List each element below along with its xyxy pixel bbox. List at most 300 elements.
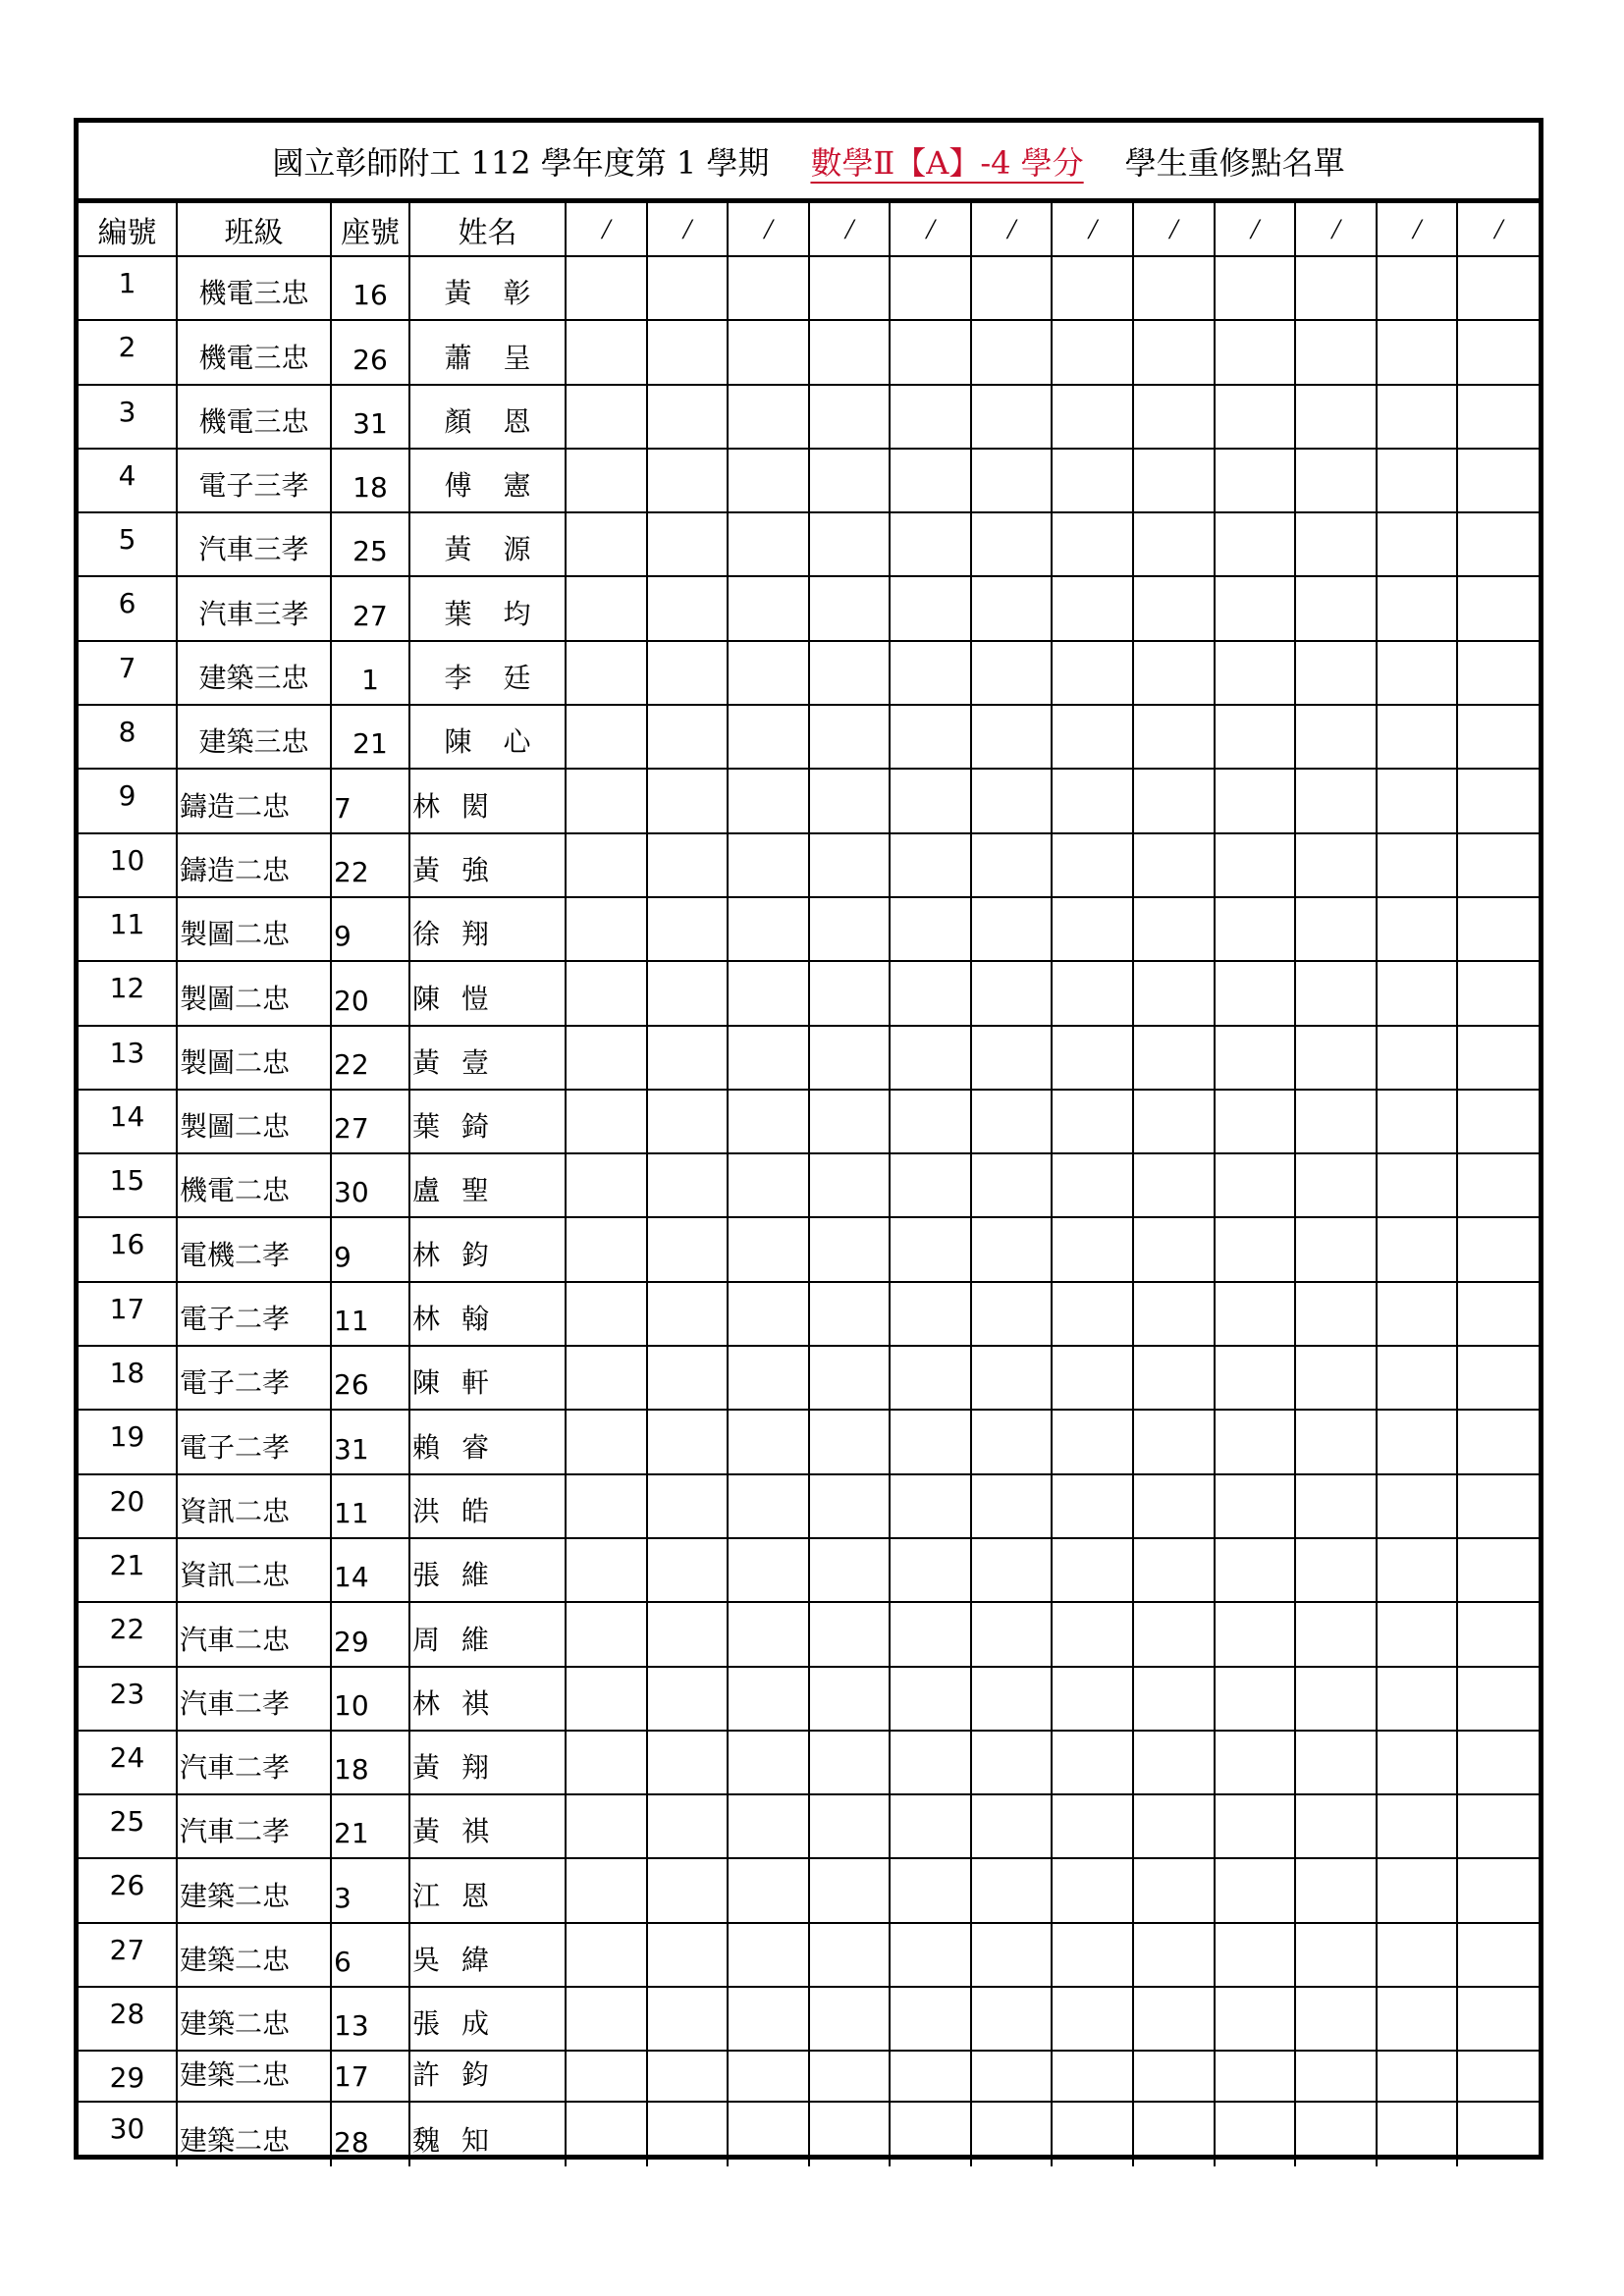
- attendance-cell[interactable]: [728, 2051, 809, 2102]
- attendance-cell[interactable]: [1215, 1090, 1296, 1153]
- attendance-cell[interactable]: [1133, 2102, 1215, 2165]
- attendance-cell[interactable]: [1377, 1923, 1458, 1987]
- attendance-cell[interactable]: [1052, 1090, 1133, 1153]
- attendance-cell[interactable]: [1052, 1474, 1133, 1538]
- attendance-cell[interactable]: [1133, 1794, 1215, 1858]
- attendance-cell[interactable]: [1295, 1410, 1377, 1473]
- attendance-cell[interactable]: [809, 897, 891, 961]
- attendance-cell[interactable]: [1377, 1282, 1458, 1346]
- attendance-cell[interactable]: [1052, 512, 1133, 576]
- attendance-cell[interactable]: [728, 1153, 809, 1217]
- attendance-cell[interactable]: [809, 705, 891, 769]
- attendance-cell[interactable]: [1215, 1538, 1296, 1602]
- attendance-cell[interactable]: [1457, 1794, 1539, 1858]
- attendance-cell[interactable]: [809, 1538, 891, 1602]
- attendance-cell[interactable]: [566, 1153, 647, 1217]
- attendance-cell[interactable]: [1457, 705, 1539, 769]
- attendance-cell[interactable]: [971, 320, 1053, 384]
- attendance-cell[interactable]: [971, 1794, 1053, 1858]
- attendance-cell[interactable]: [1457, 1474, 1539, 1538]
- attendance-cell[interactable]: [566, 1026, 647, 1090]
- attendance-cell[interactable]: [809, 1858, 891, 1922]
- attendance-cell[interactable]: [1052, 1794, 1133, 1858]
- attendance-cell[interactable]: [1215, 1923, 1296, 1987]
- attendance-cell[interactable]: [1133, 1987, 1215, 2051]
- attendance-cell[interactable]: [890, 1217, 971, 1281]
- attendance-cell[interactable]: [1457, 1538, 1539, 1602]
- attendance-cell[interactable]: [890, 1602, 971, 1666]
- attendance-cell[interactable]: [1457, 1667, 1539, 1731]
- attendance-cell[interactable]: [971, 1474, 1053, 1538]
- attendance-cell[interactable]: [1457, 1731, 1539, 1794]
- attendance-cell[interactable]: [809, 2102, 891, 2165]
- attendance-cell[interactable]: [809, 1602, 891, 1666]
- attendance-cell[interactable]: [890, 1474, 971, 1538]
- attendance-cell[interactable]: [566, 1090, 647, 1153]
- attendance-cell[interactable]: [1457, 576, 1539, 640]
- attendance-cell[interactable]: [1457, 449, 1539, 512]
- attendance-cell[interactable]: [647, 961, 729, 1025]
- attendance-cell[interactable]: [971, 256, 1053, 320]
- attendance-cell[interactable]: [890, 1923, 971, 1987]
- attendance-cell[interactable]: [1377, 1026, 1458, 1090]
- attendance-cell[interactable]: [890, 2051, 971, 2102]
- attendance-cell[interactable]: [728, 961, 809, 1025]
- attendance-cell[interactable]: [1457, 512, 1539, 576]
- attendance-cell[interactable]: [971, 1923, 1053, 1987]
- attendance-cell[interactable]: [1457, 833, 1539, 897]
- attendance-cell[interactable]: [1133, 320, 1215, 384]
- attendance-cell[interactable]: [728, 449, 809, 512]
- attendance-cell[interactable]: [566, 1602, 647, 1666]
- attendance-cell[interactable]: [566, 1731, 647, 1794]
- attendance-cell[interactable]: [1457, 897, 1539, 961]
- attendance-cell[interactable]: [890, 1026, 971, 1090]
- attendance-cell[interactable]: [728, 2102, 809, 2165]
- attendance-cell[interactable]: [1295, 769, 1377, 832]
- attendance-cell[interactable]: [1133, 1667, 1215, 1731]
- attendance-cell[interactable]: [1215, 1410, 1296, 1473]
- attendance-cell[interactable]: [971, 897, 1053, 961]
- attendance-cell[interactable]: [971, 1987, 1053, 2051]
- attendance-cell[interactable]: [1457, 641, 1539, 705]
- attendance-cell[interactable]: [728, 256, 809, 320]
- attendance-cell[interactable]: [1215, 705, 1296, 769]
- attendance-cell[interactable]: [647, 833, 729, 897]
- attendance-cell[interactable]: [647, 1858, 729, 1922]
- attendance-cell[interactable]: [1457, 1282, 1539, 1346]
- attendance-cell[interactable]: [809, 769, 891, 832]
- attendance-cell[interactable]: [890, 2102, 971, 2165]
- attendance-cell[interactable]: [971, 385, 1053, 449]
- attendance-cell[interactable]: [728, 1667, 809, 1731]
- attendance-cell[interactable]: [1295, 1153, 1377, 1217]
- attendance-cell[interactable]: [647, 449, 729, 512]
- attendance-cell[interactable]: [728, 1987, 809, 2051]
- attendance-cell[interactable]: [971, 705, 1053, 769]
- attendance-cell[interactable]: [1457, 320, 1539, 384]
- attendance-cell[interactable]: [566, 576, 647, 640]
- attendance-cell[interactable]: [1052, 1667, 1133, 1731]
- attendance-cell[interactable]: [809, 641, 891, 705]
- attendance-cell[interactable]: [1295, 705, 1377, 769]
- attendance-cell[interactable]: [809, 1794, 891, 1858]
- attendance-cell[interactable]: [1052, 1282, 1133, 1346]
- attendance-cell[interactable]: [728, 1410, 809, 1473]
- attendance-cell[interactable]: [1133, 1602, 1215, 1666]
- attendance-cell[interactable]: [971, 1731, 1053, 1794]
- attendance-cell[interactable]: [728, 1217, 809, 1281]
- attendance-cell[interactable]: [809, 2051, 891, 2102]
- attendance-cell[interactable]: [809, 1923, 891, 1987]
- attendance-cell[interactable]: [971, 1602, 1053, 1666]
- attendance-cell[interactable]: [1133, 2051, 1215, 2102]
- attendance-cell[interactable]: [1295, 961, 1377, 1025]
- attendance-cell[interactable]: [647, 897, 729, 961]
- attendance-cell[interactable]: [809, 449, 891, 512]
- attendance-cell[interactable]: [647, 1923, 729, 1987]
- attendance-cell[interactable]: [566, 961, 647, 1025]
- attendance-cell[interactable]: [1133, 1153, 1215, 1217]
- attendance-cell[interactable]: [1295, 1667, 1377, 1731]
- attendance-cell[interactable]: [566, 2051, 647, 2102]
- attendance-cell[interactable]: [1457, 1346, 1539, 1410]
- attendance-cell[interactable]: [566, 705, 647, 769]
- attendance-cell[interactable]: [971, 576, 1053, 640]
- attendance-cell[interactable]: [890, 1858, 971, 1922]
- attendance-cell[interactable]: [1215, 1026, 1296, 1090]
- attendance-cell[interactable]: [728, 1858, 809, 1922]
- attendance-cell[interactable]: [890, 320, 971, 384]
- attendance-cell[interactable]: [1295, 449, 1377, 512]
- attendance-cell[interactable]: [1052, 961, 1133, 1025]
- attendance-cell[interactable]: [1133, 1858, 1215, 1922]
- attendance-cell[interactable]: [647, 1346, 729, 1410]
- attendance-cell[interactable]: [971, 1090, 1053, 1153]
- attendance-cell[interactable]: [890, 512, 971, 576]
- attendance-cell[interactable]: [728, 385, 809, 449]
- attendance-cell[interactable]: [728, 576, 809, 640]
- attendance-cell[interactable]: [566, 385, 647, 449]
- attendance-cell[interactable]: [1377, 1858, 1458, 1922]
- attendance-cell[interactable]: [1215, 1153, 1296, 1217]
- attendance-cell[interactable]: [1295, 897, 1377, 961]
- attendance-cell[interactable]: [1215, 320, 1296, 384]
- attendance-cell[interactable]: [1052, 1923, 1133, 1987]
- attendance-cell[interactable]: [566, 1794, 647, 1858]
- attendance-cell[interactable]: [1052, 449, 1133, 512]
- attendance-cell[interactable]: [1215, 2051, 1296, 2102]
- attendance-cell[interactable]: [1377, 705, 1458, 769]
- attendance-cell[interactable]: [890, 961, 971, 1025]
- attendance-cell[interactable]: [566, 1923, 647, 1987]
- attendance-cell[interactable]: [890, 1153, 971, 1217]
- attendance-cell[interactable]: [809, 1474, 891, 1538]
- attendance-cell[interactable]: [1133, 1923, 1215, 1987]
- attendance-cell[interactable]: [1133, 1090, 1215, 1153]
- attendance-cell[interactable]: [890, 449, 971, 512]
- attendance-cell[interactable]: [890, 833, 971, 897]
- attendance-cell[interactable]: [971, 1153, 1053, 1217]
- attendance-cell[interactable]: [1457, 1153, 1539, 1217]
- attendance-cell[interactable]: [1052, 256, 1133, 320]
- attendance-cell[interactable]: [1457, 1602, 1539, 1666]
- attendance-cell[interactable]: [1377, 1731, 1458, 1794]
- attendance-cell[interactable]: [1215, 2102, 1296, 2165]
- attendance-cell[interactable]: [1457, 1923, 1539, 1987]
- attendance-cell[interactable]: [971, 1410, 1053, 1473]
- attendance-cell[interactable]: [1457, 2102, 1539, 2165]
- attendance-cell[interactable]: [647, 1090, 729, 1153]
- attendance-cell[interactable]: [1133, 769, 1215, 832]
- attendance-cell[interactable]: [1457, 1090, 1539, 1153]
- attendance-cell[interactable]: [1377, 961, 1458, 1025]
- attendance-cell[interactable]: [1377, 1090, 1458, 1153]
- attendance-cell[interactable]: [890, 1538, 971, 1602]
- attendance-cell[interactable]: [647, 2102, 729, 2165]
- attendance-cell[interactable]: [1133, 641, 1215, 705]
- attendance-cell[interactable]: [1215, 1987, 1296, 2051]
- attendance-cell[interactable]: [971, 449, 1053, 512]
- attendance-cell[interactable]: [1215, 1217, 1296, 1281]
- attendance-cell[interactable]: [1377, 1987, 1458, 2051]
- attendance-cell[interactable]: [566, 833, 647, 897]
- attendance-cell[interactable]: [1457, 769, 1539, 832]
- attendance-cell[interactable]: [728, 1090, 809, 1153]
- attendance-cell[interactable]: [1295, 1538, 1377, 1602]
- attendance-cell[interactable]: [971, 2051, 1053, 2102]
- attendance-cell[interactable]: [647, 1410, 729, 1473]
- attendance-cell[interactable]: [1215, 1282, 1296, 1346]
- attendance-cell[interactable]: [1052, 1731, 1133, 1794]
- attendance-cell[interactable]: [1215, 833, 1296, 897]
- attendance-cell[interactable]: [1133, 512, 1215, 576]
- attendance-cell[interactable]: [809, 1153, 891, 1217]
- attendance-cell[interactable]: [1377, 1538, 1458, 1602]
- attendance-cell[interactable]: [1133, 1731, 1215, 1794]
- attendance-cell[interactable]: [1215, 1858, 1296, 1922]
- attendance-cell[interactable]: [1457, 1026, 1539, 1090]
- attendance-cell[interactable]: [971, 1026, 1053, 1090]
- attendance-cell[interactable]: [647, 769, 729, 832]
- attendance-cell[interactable]: [1295, 1602, 1377, 1666]
- attendance-cell[interactable]: [566, 320, 647, 384]
- attendance-cell[interactable]: [1052, 1026, 1133, 1090]
- attendance-cell[interactable]: [809, 833, 891, 897]
- attendance-cell[interactable]: [809, 385, 891, 449]
- attendance-cell[interactable]: [809, 1731, 891, 1794]
- attendance-cell[interactable]: [1295, 641, 1377, 705]
- attendance-cell[interactable]: [1295, 385, 1377, 449]
- attendance-cell[interactable]: [1295, 1090, 1377, 1153]
- attendance-cell[interactable]: [971, 1667, 1053, 1731]
- attendance-cell[interactable]: [647, 1217, 729, 1281]
- attendance-cell[interactable]: [971, 2102, 1053, 2165]
- attendance-cell[interactable]: [566, 449, 647, 512]
- attendance-cell[interactable]: [728, 705, 809, 769]
- attendance-cell[interactable]: [1377, 320, 1458, 384]
- attendance-cell[interactable]: [1377, 641, 1458, 705]
- attendance-cell[interactable]: [647, 1794, 729, 1858]
- attendance-cell[interactable]: [1215, 961, 1296, 1025]
- attendance-cell[interactable]: [728, 1794, 809, 1858]
- attendance-cell[interactable]: [1295, 1987, 1377, 2051]
- attendance-cell[interactable]: [1133, 1026, 1215, 1090]
- attendance-cell[interactable]: [647, 1731, 729, 1794]
- attendance-cell[interactable]: [1133, 1474, 1215, 1538]
- attendance-cell[interactable]: [890, 1410, 971, 1473]
- attendance-cell[interactable]: [809, 1282, 891, 1346]
- attendance-cell[interactable]: [1377, 1217, 1458, 1281]
- attendance-cell[interactable]: [1052, 705, 1133, 769]
- attendance-cell[interactable]: [1215, 512, 1296, 576]
- attendance-cell[interactable]: [1295, 1474, 1377, 1538]
- attendance-cell[interactable]: [1457, 1858, 1539, 1922]
- attendance-cell[interactable]: [1052, 1217, 1133, 1281]
- attendance-cell[interactable]: [1052, 576, 1133, 640]
- attendance-cell[interactable]: [1215, 897, 1296, 961]
- attendance-cell[interactable]: [728, 1026, 809, 1090]
- attendance-cell[interactable]: [728, 1474, 809, 1538]
- attendance-cell[interactable]: [1133, 1282, 1215, 1346]
- attendance-cell[interactable]: [1377, 1346, 1458, 1410]
- attendance-cell[interactable]: [1295, 320, 1377, 384]
- attendance-cell[interactable]: [1215, 641, 1296, 705]
- attendance-cell[interactable]: [647, 705, 729, 769]
- attendance-cell[interactable]: [566, 1346, 647, 1410]
- attendance-cell[interactable]: [1215, 1346, 1296, 1410]
- attendance-cell[interactable]: [809, 1987, 891, 2051]
- attendance-cell[interactable]: [971, 1538, 1053, 1602]
- attendance-cell[interactable]: [1457, 1217, 1539, 1281]
- attendance-cell[interactable]: [1295, 1731, 1377, 1794]
- attendance-cell[interactable]: [1377, 833, 1458, 897]
- attendance-cell[interactable]: [647, 1538, 729, 1602]
- attendance-cell[interactable]: [1052, 1153, 1133, 1217]
- attendance-cell[interactable]: [647, 512, 729, 576]
- attendance-cell[interactable]: [890, 1794, 971, 1858]
- attendance-cell[interactable]: [1377, 449, 1458, 512]
- attendance-cell[interactable]: [1215, 1731, 1296, 1794]
- attendance-cell[interactable]: [971, 1346, 1053, 1410]
- attendance-cell[interactable]: [971, 641, 1053, 705]
- attendance-cell[interactable]: [1295, 1346, 1377, 1410]
- attendance-cell[interactable]: [890, 576, 971, 640]
- attendance-cell[interactable]: [890, 769, 971, 832]
- attendance-cell[interactable]: [647, 1026, 729, 1090]
- attendance-cell[interactable]: [1295, 1217, 1377, 1281]
- attendance-cell[interactable]: [1215, 576, 1296, 640]
- attendance-cell[interactable]: [890, 1282, 971, 1346]
- attendance-cell[interactable]: [890, 1346, 971, 1410]
- attendance-cell[interactable]: [728, 1282, 809, 1346]
- attendance-cell[interactable]: [647, 641, 729, 705]
- attendance-cell[interactable]: [971, 1217, 1053, 1281]
- attendance-cell[interactable]: [1377, 769, 1458, 832]
- attendance-cell[interactable]: [1215, 1667, 1296, 1731]
- attendance-cell[interactable]: [1052, 1602, 1133, 1666]
- attendance-cell[interactable]: [566, 769, 647, 832]
- attendance-cell[interactable]: [1295, 1858, 1377, 1922]
- attendance-cell[interactable]: [809, 1026, 891, 1090]
- attendance-cell[interactable]: [647, 1282, 729, 1346]
- attendance-cell[interactable]: [566, 897, 647, 961]
- attendance-cell[interactable]: [1457, 256, 1539, 320]
- attendance-cell[interactable]: [1133, 961, 1215, 1025]
- attendance-cell[interactable]: [890, 1090, 971, 1153]
- attendance-cell[interactable]: [728, 320, 809, 384]
- attendance-cell[interactable]: [728, 1602, 809, 1666]
- attendance-cell[interactable]: [728, 1731, 809, 1794]
- attendance-cell[interactable]: [971, 512, 1053, 576]
- attendance-cell[interactable]: [1052, 833, 1133, 897]
- attendance-cell[interactable]: [647, 1667, 729, 1731]
- attendance-cell[interactable]: [647, 256, 729, 320]
- attendance-cell[interactable]: [1295, 2102, 1377, 2165]
- attendance-cell[interactable]: [1133, 705, 1215, 769]
- attendance-cell[interactable]: [1052, 1346, 1133, 1410]
- attendance-cell[interactable]: [1295, 833, 1377, 897]
- attendance-cell[interactable]: [1133, 897, 1215, 961]
- attendance-cell[interactable]: [1377, 1794, 1458, 1858]
- attendance-cell[interactable]: [1052, 2051, 1133, 2102]
- attendance-cell[interactable]: [890, 897, 971, 961]
- attendance-cell[interactable]: [647, 385, 729, 449]
- attendance-cell[interactable]: [566, 1282, 647, 1346]
- attendance-cell[interactable]: [971, 1858, 1053, 1922]
- attendance-cell[interactable]: [1052, 1538, 1133, 1602]
- attendance-cell[interactable]: [809, 1667, 891, 1731]
- attendance-cell[interactable]: [809, 1346, 891, 1410]
- attendance-cell[interactable]: [890, 1667, 971, 1731]
- attendance-cell[interactable]: [1133, 1410, 1215, 1473]
- attendance-cell[interactable]: [647, 1153, 729, 1217]
- attendance-cell[interactable]: [1457, 385, 1539, 449]
- attendance-cell[interactable]: [647, 320, 729, 384]
- attendance-cell[interactable]: [566, 1667, 647, 1731]
- attendance-cell[interactable]: [1377, 1667, 1458, 1731]
- attendance-cell[interactable]: [1377, 2102, 1458, 2165]
- attendance-cell[interactable]: [566, 1474, 647, 1538]
- attendance-cell[interactable]: [1052, 897, 1133, 961]
- attendance-cell[interactable]: [1295, 1794, 1377, 1858]
- attendance-cell[interactable]: [890, 1731, 971, 1794]
- attendance-cell[interactable]: [971, 961, 1053, 1025]
- attendance-cell[interactable]: [809, 512, 891, 576]
- attendance-cell[interactable]: [1215, 449, 1296, 512]
- attendance-cell[interactable]: [728, 897, 809, 961]
- attendance-cell[interactable]: [647, 1474, 729, 1538]
- attendance-cell[interactable]: [890, 641, 971, 705]
- attendance-cell[interactable]: [1052, 769, 1133, 832]
- attendance-cell[interactable]: [1215, 385, 1296, 449]
- attendance-cell[interactable]: [566, 2102, 647, 2165]
- attendance-cell[interactable]: [1215, 769, 1296, 832]
- attendance-cell[interactable]: [1457, 961, 1539, 1025]
- attendance-cell[interactable]: [809, 256, 891, 320]
- attendance-cell[interactable]: [566, 641, 647, 705]
- attendance-cell[interactable]: [890, 705, 971, 769]
- attendance-cell[interactable]: [1377, 385, 1458, 449]
- attendance-cell[interactable]: [1052, 385, 1133, 449]
- attendance-cell[interactable]: [1377, 576, 1458, 640]
- attendance-cell[interactable]: [728, 1346, 809, 1410]
- attendance-cell[interactable]: [1457, 2051, 1539, 2102]
- attendance-cell[interactable]: [809, 961, 891, 1025]
- attendance-cell[interactable]: [1295, 512, 1377, 576]
- attendance-cell[interactable]: [890, 385, 971, 449]
- attendance-cell[interactable]: [809, 1090, 891, 1153]
